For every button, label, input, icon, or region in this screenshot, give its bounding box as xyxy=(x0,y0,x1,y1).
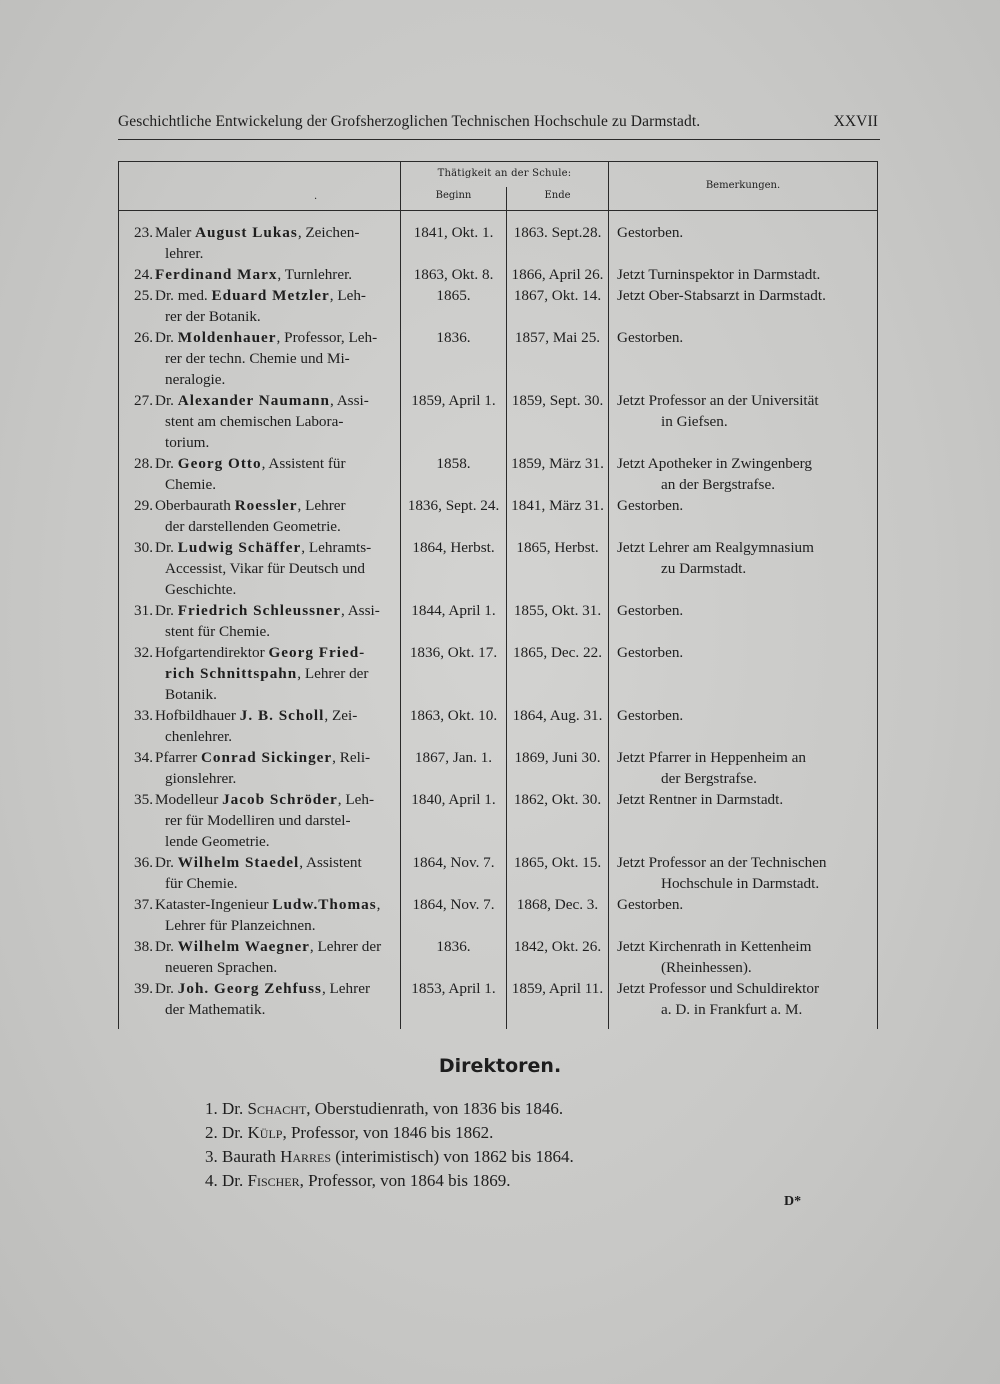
director-number: 4. xyxy=(205,1171,222,1190)
director-title: Dr. xyxy=(222,1099,248,1118)
remark-line: Jetzt Turninspektor in Darmstadt. xyxy=(617,266,821,283)
header-remarks: Bemerkungen. xyxy=(705,180,781,191)
row-number: 36. xyxy=(134,854,153,871)
remarks xyxy=(617,222,873,243)
staff-name xyxy=(155,264,395,285)
director-title: Dr. xyxy=(222,1123,248,1142)
remark-line: Jetzt Apotheker in Zwingenberg xyxy=(617,455,812,472)
director-item xyxy=(205,1121,574,1145)
begin-date: 1863, Okt. 10. xyxy=(409,707,498,724)
staff-name xyxy=(155,789,395,852)
name-line xyxy=(155,873,395,894)
name-text: stent am chemischen Labora- xyxy=(165,413,344,430)
row-number: 24. xyxy=(134,266,153,283)
remark-line: der Bergstrafse. xyxy=(661,770,757,787)
begin-date: 1864, Nov. 7. xyxy=(412,896,495,913)
person-name: Jacob Schröder xyxy=(222,791,338,808)
remark-line: Jetzt Professor und Schuldirektor xyxy=(617,980,820,997)
name-text: Dr. xyxy=(155,539,178,556)
person-name: Alexander Naumann xyxy=(177,392,330,409)
person-name: Georg Otto xyxy=(177,455,262,472)
name-text: gionslehrer. xyxy=(165,770,237,787)
name-line xyxy=(155,747,395,768)
remark-line: in Giefsen. xyxy=(661,413,728,430)
row-number: 29. xyxy=(134,497,153,514)
remarks xyxy=(617,327,873,348)
person-name: rich Schnittspahn xyxy=(165,665,298,682)
name-text: Hofbildhauer xyxy=(155,707,240,724)
name-text: Lehrer für Planzeichnen. xyxy=(165,917,316,934)
header-activity: Thätigkeit an der Schule: xyxy=(437,168,572,179)
row-number: 38. xyxy=(134,938,153,955)
person-name: Ludw.Thomas xyxy=(272,896,377,913)
remark-line: Jetzt Pfarrer in Heppenheim an xyxy=(617,749,806,766)
name-text: Chemie. xyxy=(165,476,217,493)
name-line xyxy=(155,999,395,1020)
name-text: torium. xyxy=(165,434,210,451)
remarks xyxy=(617,453,873,495)
person-name: Ferdinand Marx xyxy=(155,266,278,283)
name-text: , Professor, Leh- xyxy=(276,329,378,346)
person-name: Wilhelm Staedel xyxy=(177,854,300,871)
name-text: lehrer. xyxy=(165,245,204,262)
end-date: 1866, April 26. xyxy=(511,266,604,283)
name-line xyxy=(155,306,395,327)
remark-line: Jetzt Professor an der Technischen xyxy=(617,854,827,871)
name-line xyxy=(155,453,395,474)
person-name: Eduard Metzler xyxy=(211,287,330,304)
end-date: 1869, Juni 30. xyxy=(514,749,601,766)
name-line xyxy=(155,831,395,852)
remarks xyxy=(617,285,873,306)
name-line xyxy=(155,285,395,306)
name-text: Botanik. xyxy=(165,686,217,703)
name-text: Modelleur xyxy=(155,791,223,808)
name-text: , Zei- xyxy=(324,707,358,724)
name-text: Dr. xyxy=(155,854,178,871)
remarks xyxy=(617,852,873,894)
end-date: 1865, Okt. 15. xyxy=(513,854,602,871)
remark-line: Gestorben. xyxy=(617,602,684,619)
name-text: , Lehrer xyxy=(297,497,346,514)
name-text: Geschichte. xyxy=(165,581,237,598)
begin-date: 1836, Sept. 24. xyxy=(407,497,500,514)
begin-date: 1841, Okt. 1. xyxy=(413,224,494,241)
name-text: , Lehramts- xyxy=(301,539,372,556)
row-number: 28. xyxy=(134,455,153,472)
name-line xyxy=(155,915,395,936)
remarks xyxy=(617,894,873,915)
director-item xyxy=(205,1097,574,1121)
row-number: 25. xyxy=(134,287,153,304)
person-name: Ludwig Schäffer xyxy=(177,539,302,556)
staff-name xyxy=(155,537,395,600)
remark-line: Jetzt Rentner in Darmstadt. xyxy=(617,791,784,808)
row-number: 31. xyxy=(134,602,153,619)
end-date: 1855, Okt. 31. xyxy=(513,602,602,619)
end-date: 1863. Sept.28. xyxy=(513,224,602,241)
staff-name xyxy=(155,978,395,1020)
name-line xyxy=(155,495,395,516)
name-text: für Chemie. xyxy=(165,875,238,892)
name-line xyxy=(155,222,395,243)
end-date: 1842, Okt. 26. xyxy=(513,938,602,955)
director-name: Schacht xyxy=(247,1099,307,1118)
begin-date: 1858. xyxy=(436,455,471,472)
name-text: Hofgartendirektor xyxy=(155,644,269,661)
begin-date: 1864, Nov. 7. xyxy=(412,854,495,871)
signature-mark: D* xyxy=(784,1194,802,1209)
name-line xyxy=(155,558,395,579)
director-details: , Oberstudienrath, von 1836 bis 1846. xyxy=(306,1099,564,1118)
name-line xyxy=(155,852,395,873)
staff-name xyxy=(155,747,395,789)
row-number: 34. xyxy=(134,749,153,766)
directors-title: Direktoren. xyxy=(438,1055,562,1077)
begin-date: 1844, April 1. xyxy=(411,602,496,619)
person-name: Roessler xyxy=(234,497,298,514)
name-text: rer der Botanik. xyxy=(165,308,261,325)
person-name: Friedrich Schleussner xyxy=(177,602,341,619)
remarks xyxy=(617,495,873,516)
remark-line: Jetzt Kirchenrath in Kettenheim xyxy=(617,938,812,955)
staff-name xyxy=(155,495,395,537)
row-number: 30. xyxy=(134,539,153,556)
table-top-rule xyxy=(118,161,878,162)
remarks xyxy=(617,936,873,978)
staff-name xyxy=(155,390,395,453)
page-number: XXVII xyxy=(833,113,878,130)
name-text: , Leh- xyxy=(329,287,366,304)
end-date: 1859, März 31. xyxy=(511,455,604,472)
end-date: 1868, Dec. 3. xyxy=(516,896,599,913)
staff-name xyxy=(155,327,395,390)
remark-line: Gestorben. xyxy=(617,896,684,913)
remark-line: (Rheinhessen). xyxy=(661,959,752,976)
person-name: Moldenhauer xyxy=(177,329,277,346)
end-date: 1841, März 31. xyxy=(511,497,604,514)
director-number: 1. xyxy=(205,1099,222,1118)
name-line xyxy=(155,579,395,600)
person-name: Wilhelm Waegner xyxy=(177,938,310,955)
name-line xyxy=(155,642,395,663)
name-line xyxy=(155,726,395,747)
director-item xyxy=(205,1145,574,1169)
staff-name xyxy=(155,936,395,978)
director-name: Külp xyxy=(247,1123,283,1142)
name-text: Kataster-Ingenieur xyxy=(155,896,273,913)
director-details: (interimistisch) von 1862 bis 1864. xyxy=(331,1147,574,1166)
name-line xyxy=(155,264,395,285)
name-text: , Assistent xyxy=(299,854,362,871)
header-rule xyxy=(118,139,880,140)
person-name: Georg Fried- xyxy=(268,644,366,661)
name-line xyxy=(155,327,395,348)
director-details: , Professor, von 1864 bis 1869. xyxy=(299,1171,511,1190)
name-text: Dr. xyxy=(155,980,178,997)
remarks xyxy=(617,789,873,810)
remarks xyxy=(617,747,873,789)
running-head xyxy=(118,113,878,131)
name-line xyxy=(155,474,395,495)
row-number: 27. xyxy=(134,392,153,409)
remarks xyxy=(617,600,873,621)
name-line xyxy=(155,600,395,621)
staff-name xyxy=(155,894,395,936)
director-details: , Professor, von 1846 bis 1862. xyxy=(282,1123,494,1142)
name-text: , Assi- xyxy=(340,602,380,619)
remark-line: Jetzt Professor an der Universität xyxy=(617,392,819,409)
name-text: , Lehrer xyxy=(321,980,370,997)
name-text: Pfarrer xyxy=(155,749,201,766)
remarks xyxy=(617,390,873,432)
director-item xyxy=(205,1169,574,1193)
directors-list xyxy=(205,1097,574,1193)
name-line xyxy=(155,705,395,726)
remark-line: zu Darmstadt. xyxy=(661,560,747,577)
name-text: rer der techn. Chemie und Mi- xyxy=(165,350,350,367)
remarks xyxy=(617,642,873,663)
name-text: Dr. xyxy=(155,329,178,346)
begin-date: 1853, April 1. xyxy=(411,980,496,997)
name-text: , Lehrer der xyxy=(297,665,369,682)
name-line xyxy=(155,621,395,642)
director-number: 3. xyxy=(205,1147,222,1166)
name-text: , Lehrer der xyxy=(309,938,382,955)
row-number: 33. xyxy=(134,707,153,724)
name-text: Dr. xyxy=(155,602,178,619)
name-line xyxy=(155,390,395,411)
running-head-title: Geschichtliche Entwickelung der Grofsherzoglichen Technischen Hochschule zu Darmstadt. xyxy=(118,113,701,130)
begin-date: 1836, Okt. 17. xyxy=(409,644,498,661)
end-date: 1857, Mai 25. xyxy=(514,329,601,346)
name-text: Dr. xyxy=(155,392,178,409)
name-text: , Assistent für xyxy=(261,455,346,472)
name-line xyxy=(155,978,395,999)
row-number: 26. xyxy=(134,329,153,346)
name-line xyxy=(155,936,395,957)
staff-table xyxy=(118,161,878,1029)
begin-date: 1867, Jan. 1. xyxy=(414,749,493,766)
remark-line: an der Bergstrafse. xyxy=(661,476,776,493)
end-date: 1859, April 11. xyxy=(511,980,604,997)
remark-line: Jetzt Lehrer am Realgymnasium xyxy=(617,539,814,556)
name-line xyxy=(155,684,395,705)
remark-line: Gestorben. xyxy=(617,224,684,241)
header-begin: Beginn xyxy=(435,190,472,201)
remark-line: Hochschule in Darmstadt. xyxy=(661,875,820,892)
name-line xyxy=(155,894,395,915)
name-text: , Leh- xyxy=(337,791,374,808)
name-line xyxy=(155,432,395,453)
name-text: Accessist, Vikar für Deutsch und xyxy=(165,560,365,577)
name-text: neueren Sprachen. xyxy=(165,959,278,976)
name-text: rer für Modelliren und darstel- xyxy=(165,812,351,829)
director-name: Harres xyxy=(280,1147,332,1166)
director-title: Baurath xyxy=(222,1147,281,1166)
name-line xyxy=(155,537,395,558)
name-text: Dr. med. xyxy=(155,287,212,304)
header-dot: . xyxy=(314,191,318,202)
name-text: Oberbaurath xyxy=(155,497,235,514)
name-text: neralogie. xyxy=(165,371,226,388)
row-number: 23. xyxy=(134,224,153,241)
end-date: 1864, Aug. 31. xyxy=(512,707,603,724)
name-text: Dr. xyxy=(155,455,178,472)
row-number: 37. xyxy=(134,896,153,913)
remark-line: Gestorben. xyxy=(617,707,684,724)
name-line xyxy=(155,516,395,537)
name-text: chenlehrer. xyxy=(165,728,233,745)
begin-date: 1836. xyxy=(436,938,471,955)
remarks xyxy=(617,537,873,579)
director-name: Fischer xyxy=(247,1171,300,1190)
name-text: , Zeichen- xyxy=(297,224,360,241)
staff-name xyxy=(155,852,395,894)
staff-name xyxy=(155,285,395,327)
person-name: Joh. Georg Zehfuss xyxy=(177,980,322,997)
remark-line: Gestorben. xyxy=(617,329,684,346)
name-text: Maler xyxy=(155,224,196,241)
name-text: der darstellenden Geometrie. xyxy=(165,518,341,535)
name-text: , Reli- xyxy=(332,749,371,766)
begin-date: 1865. xyxy=(436,287,471,304)
end-date: 1862, Okt. 30. xyxy=(513,791,602,808)
remark-line: Gestorben. xyxy=(617,497,684,514)
name-line xyxy=(155,663,395,684)
name-text: der Mathematik. xyxy=(165,1001,266,1018)
begin-date: 1864, Herbst. xyxy=(412,539,495,556)
end-date: 1865, Herbst. xyxy=(516,539,599,556)
name-text: , xyxy=(376,896,381,913)
remark-line: Gestorben. xyxy=(617,644,684,661)
begin-date: 1859, April 1. xyxy=(411,392,496,409)
header-end: Ende xyxy=(544,190,571,201)
name-line xyxy=(155,369,395,390)
end-date: 1867, Okt. 14. xyxy=(513,287,602,304)
director-number: 2. xyxy=(205,1123,222,1142)
person-name: Conrad Sickinger xyxy=(200,749,333,766)
name-text: stent für Chemie. xyxy=(165,623,271,640)
name-line xyxy=(155,243,395,264)
name-text: lende Geometrie. xyxy=(165,833,270,850)
remarks xyxy=(617,705,873,726)
remarks xyxy=(617,978,873,1020)
person-name: August Lukas xyxy=(195,224,298,241)
name-line xyxy=(155,768,395,789)
staff-name xyxy=(155,705,395,747)
name-line xyxy=(155,789,395,810)
staff-name xyxy=(155,600,395,642)
name-line xyxy=(155,957,395,978)
begin-date: 1863, Okt. 8. xyxy=(413,266,494,283)
row-number: 39. xyxy=(134,980,153,997)
name-text: Dr. xyxy=(155,938,178,955)
column-divider xyxy=(608,161,609,1029)
staff-name xyxy=(155,642,395,705)
remark-line: Jetzt Ober-Stabsarzt in Darmstadt. xyxy=(617,287,826,304)
begin-date: 1836. xyxy=(436,329,471,346)
row-number: 32. xyxy=(134,644,153,661)
name-line xyxy=(155,411,395,432)
end-date: 1859, Sept. 30. xyxy=(511,392,604,409)
end-date: 1865, Dec. 22. xyxy=(513,644,602,661)
row-number: 35. xyxy=(134,791,153,808)
person-name: J. B. Scholl xyxy=(239,707,325,724)
table-header-rule xyxy=(118,210,878,211)
staff-name xyxy=(155,222,395,264)
name-line xyxy=(155,348,395,369)
name-line xyxy=(155,810,395,831)
name-text: , Turnlehrer. xyxy=(277,266,353,283)
remark-line: a. D. in Frankfurt a. M. xyxy=(661,1001,803,1018)
name-text: , Assi- xyxy=(329,392,369,409)
director-title: Dr. xyxy=(222,1171,248,1190)
remarks xyxy=(617,264,873,285)
staff-name xyxy=(155,453,395,495)
begin-date: 1840, April 1. xyxy=(411,791,496,808)
